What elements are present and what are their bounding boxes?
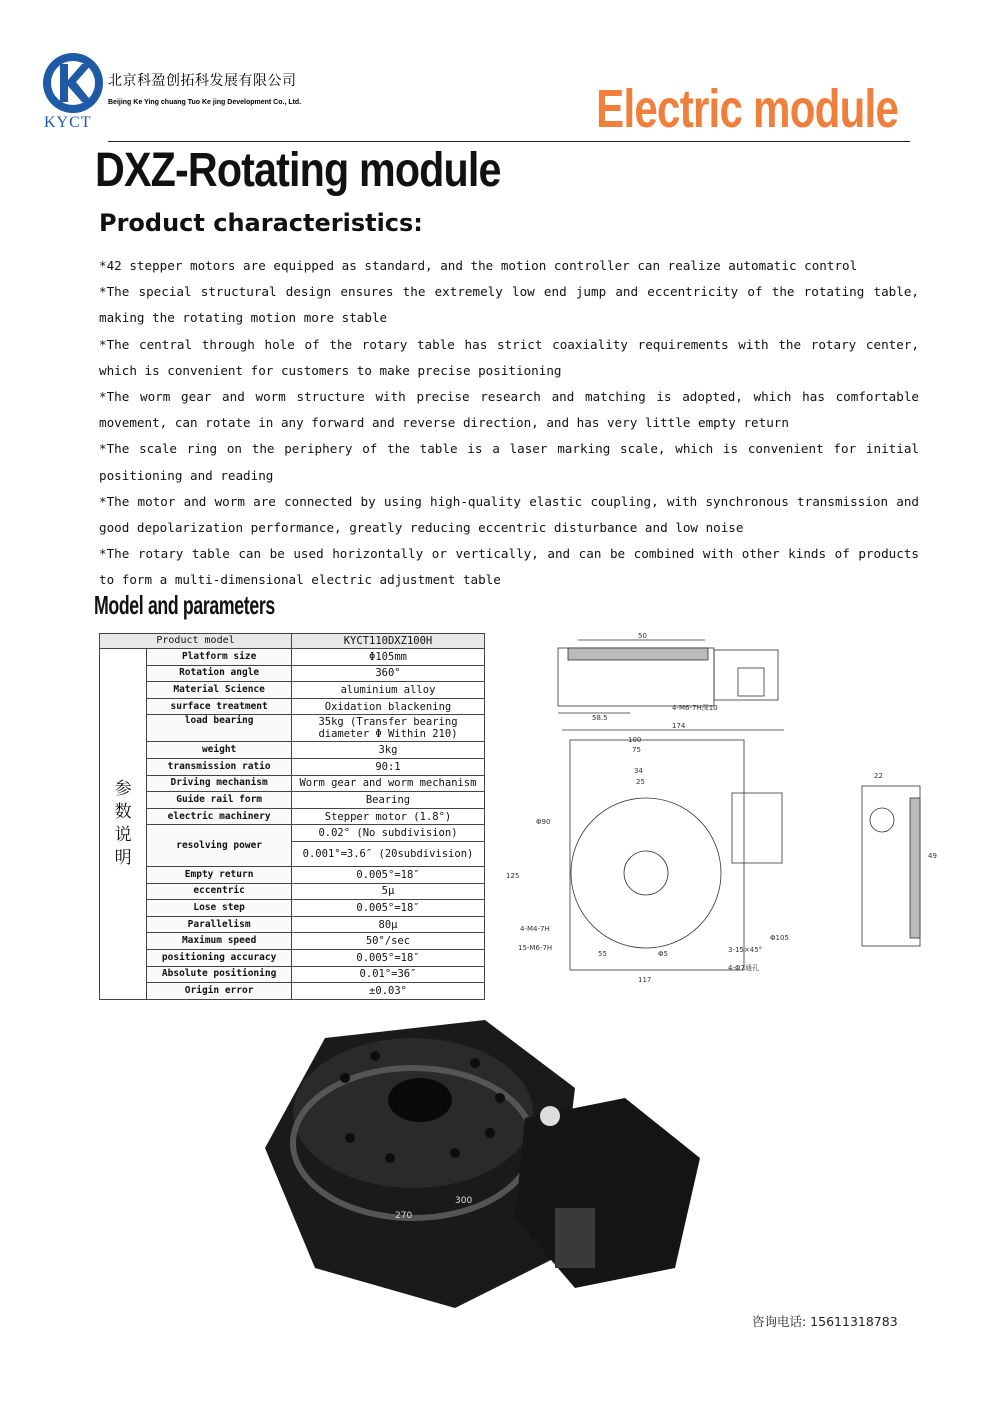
module-category-title: Electric module: [596, 79, 898, 139]
characteristics-heading: Product characteristics:: [99, 209, 423, 237]
plan-view-body: [570, 740, 744, 970]
top-view-scale: [568, 648, 708, 660]
table-header-row: [100, 634, 485, 649]
dim-25: 25: [636, 778, 645, 786]
dim-3x15: 3-15×45°: [728, 946, 763, 954]
table-row: [100, 715, 485, 742]
feature-item: *The rotary table can be used horizontally or vertically, and can be combined with other kinds of products to form a multi-dimensional electric adjustment table: [99, 546, 919, 588]
param-label: Guide rail form: [147, 792, 292, 809]
param-label: Driving mechanism: [147, 775, 292, 792]
table-row: [100, 808, 485, 825]
param-value: 0.001°=3.6″ (20subdivision): [292, 841, 485, 866]
dim-phi90: Φ90: [536, 818, 551, 826]
param-value: Stepper motor (1.8°): [292, 808, 485, 825]
table-row: [100, 916, 485, 933]
table-row: [100, 933, 485, 950]
table-row: [100, 966, 485, 983]
param-label: resolving power: [147, 825, 292, 867]
param-value: Worm gear and worm mechanism: [292, 775, 485, 792]
param-label: Material Science: [147, 682, 292, 699]
side-view-scale: [910, 798, 920, 938]
dim-55: 55: [598, 950, 607, 958]
dim-100: 100: [628, 736, 642, 744]
param-label: Empty return: [147, 866, 292, 883]
param-label: positioning accuracy: [147, 949, 292, 966]
dim-15m6: 15-M6-7H: [518, 944, 553, 952]
dim-22: 22: [874, 772, 883, 780]
plan-view-center-hole: [624, 851, 668, 895]
param-value: 0.005°=18″: [292, 866, 485, 883]
table-row: [100, 775, 485, 792]
table-row: [100, 665, 485, 682]
feature-item: *The motor and worm are connected by using high-quality elastic coupling, with synchronous transmission and good depolarization performance, greatly reducing eccentric disturbance and low noise: [99, 493, 919, 536]
side-label: 参 数 说 明: [114, 778, 132, 868]
parameters-heading: Model and parameters: [94, 590, 275, 620]
param-value: 35kg (Transfer bearing diameter Φ Within 210): [292, 715, 485, 742]
dim-117: 117: [638, 976, 652, 984]
param-value: 50°/sec: [292, 933, 485, 950]
param-label: Lose step: [147, 900, 292, 917]
photo-scale-300: 300: [455, 1196, 473, 1206]
plan-view-table: [571, 798, 721, 948]
param-label: Parallelism: [147, 916, 292, 933]
dim-phi5: Φ5: [658, 950, 668, 958]
table-row: [100, 698, 485, 715]
side-label-cell: [100, 649, 147, 1000]
param-label: Platform size: [147, 649, 292, 666]
feature-item: *The scale ring on the periphery of the table is a laser marking scale, which is convenient for initial positioning and reading: [99, 441, 919, 483]
feature-item: *The special structural design ensures the extremely low end jump and eccentricity of the rotating table, making the rotating motion more stable: [99, 284, 919, 326]
param-value: Oxidation blackening: [292, 698, 485, 715]
table-row: [100, 825, 485, 842]
table-row: [100, 758, 485, 775]
top-view-connector: [738, 668, 764, 696]
feature-item: *42 stepper motors are equipped as standard, and the motion controller can realize automatic control: [99, 258, 858, 273]
characteristics-list: [99, 253, 919, 594]
feature-item: *The central through hole of the rotary table has strict coaxiality requirements with the rotary center, which is convenient for customers to make precise positioning: [99, 336, 919, 378]
top-view-motor: [714, 650, 778, 700]
product-title: DXZ-Rotating module: [95, 144, 501, 197]
company-name-cn: 北京科盈创拓科发展有限公司: [108, 73, 297, 89]
param-value: Bearing: [292, 792, 485, 809]
table-row: [100, 949, 485, 966]
table-row: [100, 792, 485, 809]
param-label: Absolute positioning: [147, 966, 292, 983]
dim-50: 50: [638, 632, 647, 640]
contact-phone: 咨询电话: 15611318783: [752, 1314, 898, 1329]
product-photo: [255, 1008, 715, 1308]
dim-49: 49: [928, 852, 937, 860]
parameters-table: [99, 633, 485, 1000]
param-value: 0.02° (No subdivision): [292, 825, 485, 842]
table-row: [100, 983, 485, 1000]
table-row: [100, 866, 485, 883]
header-label-cell: Product model: [100, 634, 292, 649]
photo-connector: [555, 1208, 595, 1268]
table-row: [100, 883, 485, 900]
dim-4m6: 4-M6-7H深10: [672, 704, 718, 712]
table-row: [100, 742, 485, 759]
technical-drawing: [500, 628, 940, 1000]
param-value: Φ105mm: [292, 649, 485, 666]
param-value: 90:1: [292, 758, 485, 775]
param-label: eccentric: [147, 883, 292, 900]
param-label: load bearing: [147, 715, 292, 742]
kyct-logo: [40, 50, 106, 116]
param-label: Rotation angle: [147, 665, 292, 682]
dim-phi105: Φ105: [770, 934, 789, 942]
param-value: 3kg: [292, 742, 485, 759]
dim-4m4: 4-M4-7H: [520, 925, 550, 933]
param-value: 360°: [292, 665, 485, 682]
table-row: [100, 649, 485, 666]
param-label: Maximum speed: [147, 933, 292, 950]
dim-125: 125: [506, 872, 520, 880]
param-value: aluminium alloy: [292, 682, 485, 699]
photo-scale-270: 270: [395, 1211, 413, 1221]
param-label: surface treatment: [147, 698, 292, 715]
param-label: Origin error: [147, 983, 292, 1000]
param-value: 0.01°=36″: [292, 966, 485, 983]
dim-34: 34: [634, 767, 643, 775]
dim-174: 174: [672, 722, 686, 730]
feature-item: *The worm gear and worm structure with precise research and matching is adopted, which has comfortable movement, can rotate in any forward and reverse direction, and has very little empty return: [99, 389, 919, 431]
plan-view-motor: [732, 793, 782, 863]
dim-58-5: 58.5: [592, 714, 608, 722]
side-view-circle: [870, 808, 894, 832]
param-label: electric machinery: [147, 808, 292, 825]
param-value: 5μ: [292, 883, 485, 900]
param-value: ±0.03°: [292, 983, 485, 1000]
photo-brand-logo: [540, 1106, 560, 1126]
param-label: transmission ratio: [147, 758, 292, 775]
logo-text: KYCT: [44, 114, 92, 131]
photo-center-hole: [388, 1078, 452, 1122]
header-value-cell: KYCT110DXZ100H: [292, 634, 485, 649]
param-label: weight: [147, 742, 292, 759]
company-name-en: Beijing Ke Ying chuang Tuo Ke jing Development Co., Ltd.: [108, 99, 302, 106]
param-value: 0.005°=18″: [292, 900, 485, 917]
table-row: [100, 682, 485, 699]
dim-75: 75: [632, 746, 641, 754]
dim-4phi7: 4-Φ7通孔: [728, 964, 759, 972]
param-value: 80μ: [292, 916, 485, 933]
table-row: [100, 900, 485, 917]
header-divider: [108, 141, 910, 142]
param-value: 0.005°=18″: [292, 949, 485, 966]
